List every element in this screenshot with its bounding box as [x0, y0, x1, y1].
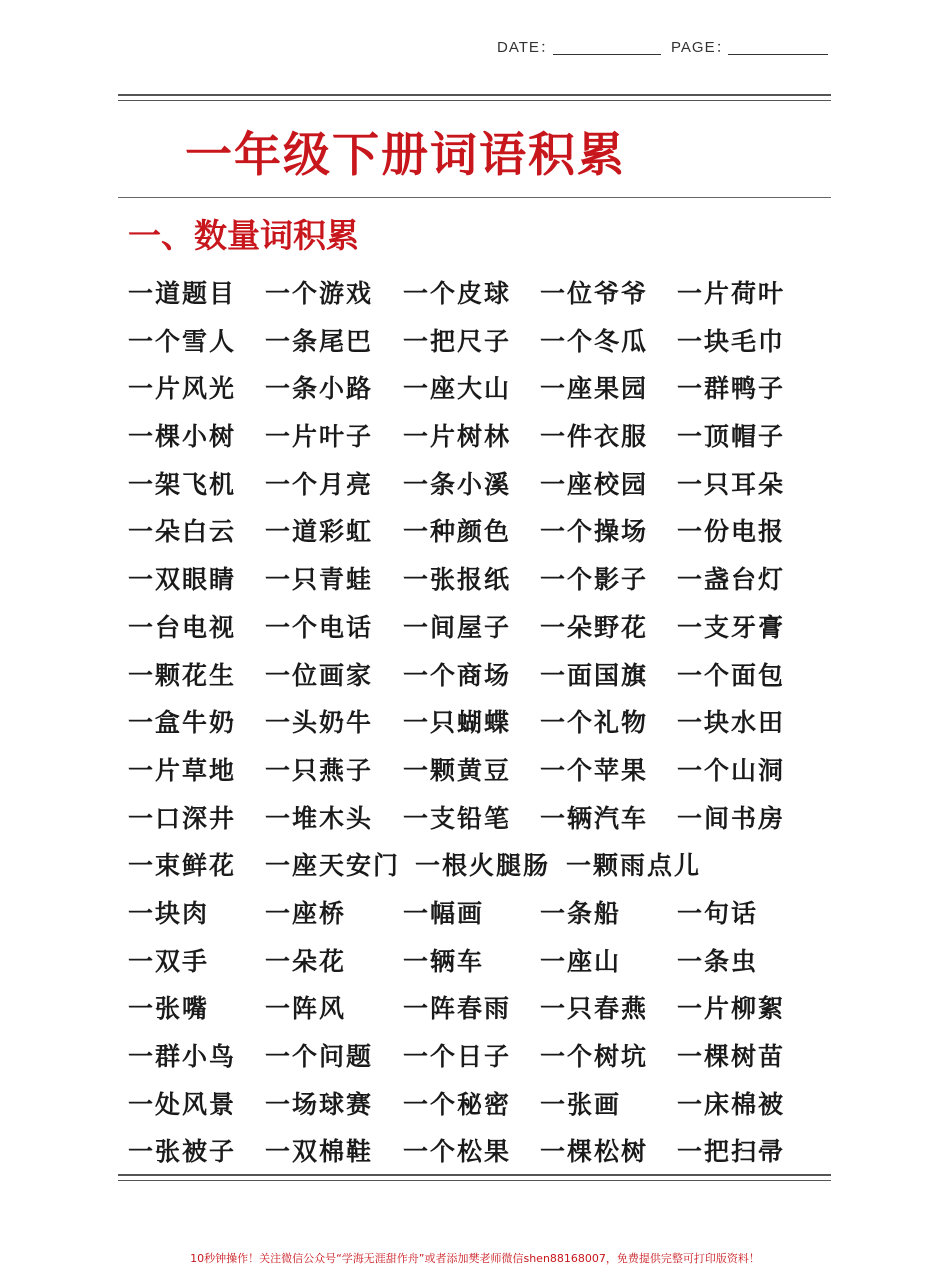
word-cell: 一个皮球 [403, 279, 512, 308]
word-cell: 一片柳絮 [677, 994, 786, 1024]
word-cell: 一块肉 [128, 898, 210, 928]
word-cell: 一盒牛奶 [128, 708, 237, 738]
word-cell: 一床棉被 [677, 1089, 786, 1119]
word-cell: 一支牙膏 [677, 612, 786, 642]
word-cell: 一朵白云 [128, 517, 237, 547]
word-cell: 一张画 [540, 1089, 622, 1119]
word-cell: 一条小溪 [403, 469, 512, 499]
word-cell: 一个面包 [677, 660, 786, 690]
word-cell: 一阵风 [265, 994, 347, 1024]
date-label: DATE： [497, 39, 556, 56]
word-cell: 一盏台灯 [677, 565, 786, 595]
word-cell: 一个游戏 [265, 279, 374, 308]
word-cell: 一个松果 [403, 1137, 512, 1167]
word-cell: 一张嘴 [128, 994, 210, 1024]
date-field-line[interactable] [553, 54, 661, 55]
word-cell: 一座桥 [265, 898, 347, 928]
word-cell: 一场球赛 [265, 1089, 374, 1119]
word-cell: 一把扫帚 [677, 1137, 786, 1167]
word-cell: 一个电话 [265, 612, 374, 642]
word-cell: 一张被子 [128, 1137, 237, 1167]
word-cell: 一个树坑 [540, 1042, 649, 1071]
word-cell: 一面国旗 [540, 660, 649, 690]
word-cell: 一辆车 [403, 946, 485, 976]
word-cell: 一条小路 [265, 374, 374, 404]
word-cell: 一位画家 [265, 660, 374, 690]
word-cell: 一根火腿肠 [415, 851, 551, 881]
word-cell: 一片树林 [403, 422, 512, 452]
word-cell: 一个秘密 [403, 1089, 512, 1119]
top-double-rule [118, 94, 831, 101]
word-cell: 一双眼睛 [128, 565, 237, 595]
word-cell: 一个日子 [403, 1042, 512, 1071]
word-cell: 一台电视 [128, 612, 237, 642]
word-cell: 一道彩虹 [265, 517, 374, 547]
word-cell: 一份电报 [677, 517, 786, 547]
word-cell: 一双棉鞋 [265, 1137, 374, 1167]
word-cell: 一支铅笔 [403, 803, 512, 833]
word-cell: 一只青蛙 [265, 565, 374, 595]
word-cell: 一座果园 [540, 374, 649, 404]
word-cell: 一道题目 [128, 279, 237, 308]
word-cell: 一把尺子 [403, 326, 512, 356]
word-cell: 一只春燕 [540, 994, 649, 1024]
word-cell: 一位爷爷 [540, 279, 649, 308]
word-cell: 一条虫 [677, 946, 759, 976]
word-cell: 一阵春雨 [403, 994, 512, 1024]
word-cell: 一片草地 [128, 755, 237, 785]
word-cell: 一群小鸟 [128, 1042, 237, 1071]
word-cell: 一个礼物 [540, 708, 649, 738]
word-cell: 一条尾巴 [265, 326, 374, 356]
word-cell: 一辆汽车 [540, 803, 649, 833]
word-cell: 一处风景 [128, 1089, 237, 1119]
word-cell: 一间屋子 [403, 612, 512, 642]
word-cell: 一张报纸 [403, 565, 512, 595]
word-cell: 一口深井 [128, 803, 237, 833]
word-cell: 一个冬瓜 [540, 326, 649, 356]
word-cell: 一座校园 [540, 469, 649, 499]
section-title: 一、数量词积累 [128, 216, 359, 255]
word-cell: 一句话 [677, 898, 759, 928]
word-cell: 一间书房 [677, 803, 786, 833]
word-cell: 一座山 [540, 946, 622, 976]
word-cell: 一棵小树 [128, 422, 237, 452]
title-underline-rule [118, 197, 831, 198]
word-cell: 一片风光 [128, 374, 237, 404]
footer-note: 10秒钟操作！关注微信公众号“学海无涯甜作舟”或者添加樊老师微信shen88168007，免费提供完整可打印版资料！ [190, 1252, 760, 1265]
word-cell: 一束鲜花 [128, 851, 237, 881]
word-cell: 一朵野花 [540, 612, 649, 642]
word-cell: 一个月亮 [265, 469, 374, 499]
word-cell: 一种颜色 [403, 517, 512, 547]
page-title: 一年级下册词语积累 [185, 128, 626, 183]
word-cell: 一顶帽子 [677, 422, 786, 452]
word-cell: 一幅画 [403, 898, 485, 928]
word-cell: 一双手 [128, 946, 210, 976]
word-cell: 一只燕子 [265, 755, 374, 785]
word-cell: 一个苹果 [540, 755, 649, 785]
word-cell: 一块水田 [677, 708, 786, 738]
word-cell: 一堆木头 [265, 803, 374, 833]
word-cell: 一座天安门 [265, 851, 401, 881]
word-cell: 一颗黄豆 [403, 755, 512, 785]
word-cell: 一个操场 [540, 517, 649, 547]
word-cell: 一颗雨点儿 [566, 851, 702, 881]
word-cell: 一个商场 [403, 660, 512, 690]
word-cell: 一颗花生 [128, 660, 237, 690]
word-cell: 一座大山 [403, 374, 512, 404]
word-cell: 一群鸭子 [677, 374, 786, 404]
page-label: PAGE： [671, 39, 732, 56]
page-field-line[interactable] [728, 54, 828, 55]
word-cell: 一片叶子 [265, 422, 374, 452]
word-cell: 一棵树苗 [677, 1042, 786, 1071]
word-cell: 一个山洞 [677, 755, 786, 785]
word-cell: 一件衣服 [540, 422, 649, 452]
bottom-double-rule [118, 1174, 831, 1181]
word-cell: 一条船 [540, 898, 622, 928]
word-cell: 一朵花 [265, 946, 347, 976]
word-cell: 一棵松树 [540, 1137, 649, 1167]
word-cell: 一个问题 [265, 1042, 374, 1071]
word-cell: 一架飞机 [128, 469, 237, 499]
word-cell: 一个雪人 [128, 326, 237, 356]
word-cell: 一块毛巾 [677, 326, 786, 356]
word-cell: 一头奶牛 [265, 708, 374, 738]
word-cell: 一只蝴蝶 [403, 708, 512, 738]
word-cell: 一个影子 [540, 565, 649, 595]
word-cell: 一片荷叶 [677, 279, 786, 308]
word-cell: 一只耳朵 [677, 469, 786, 499]
